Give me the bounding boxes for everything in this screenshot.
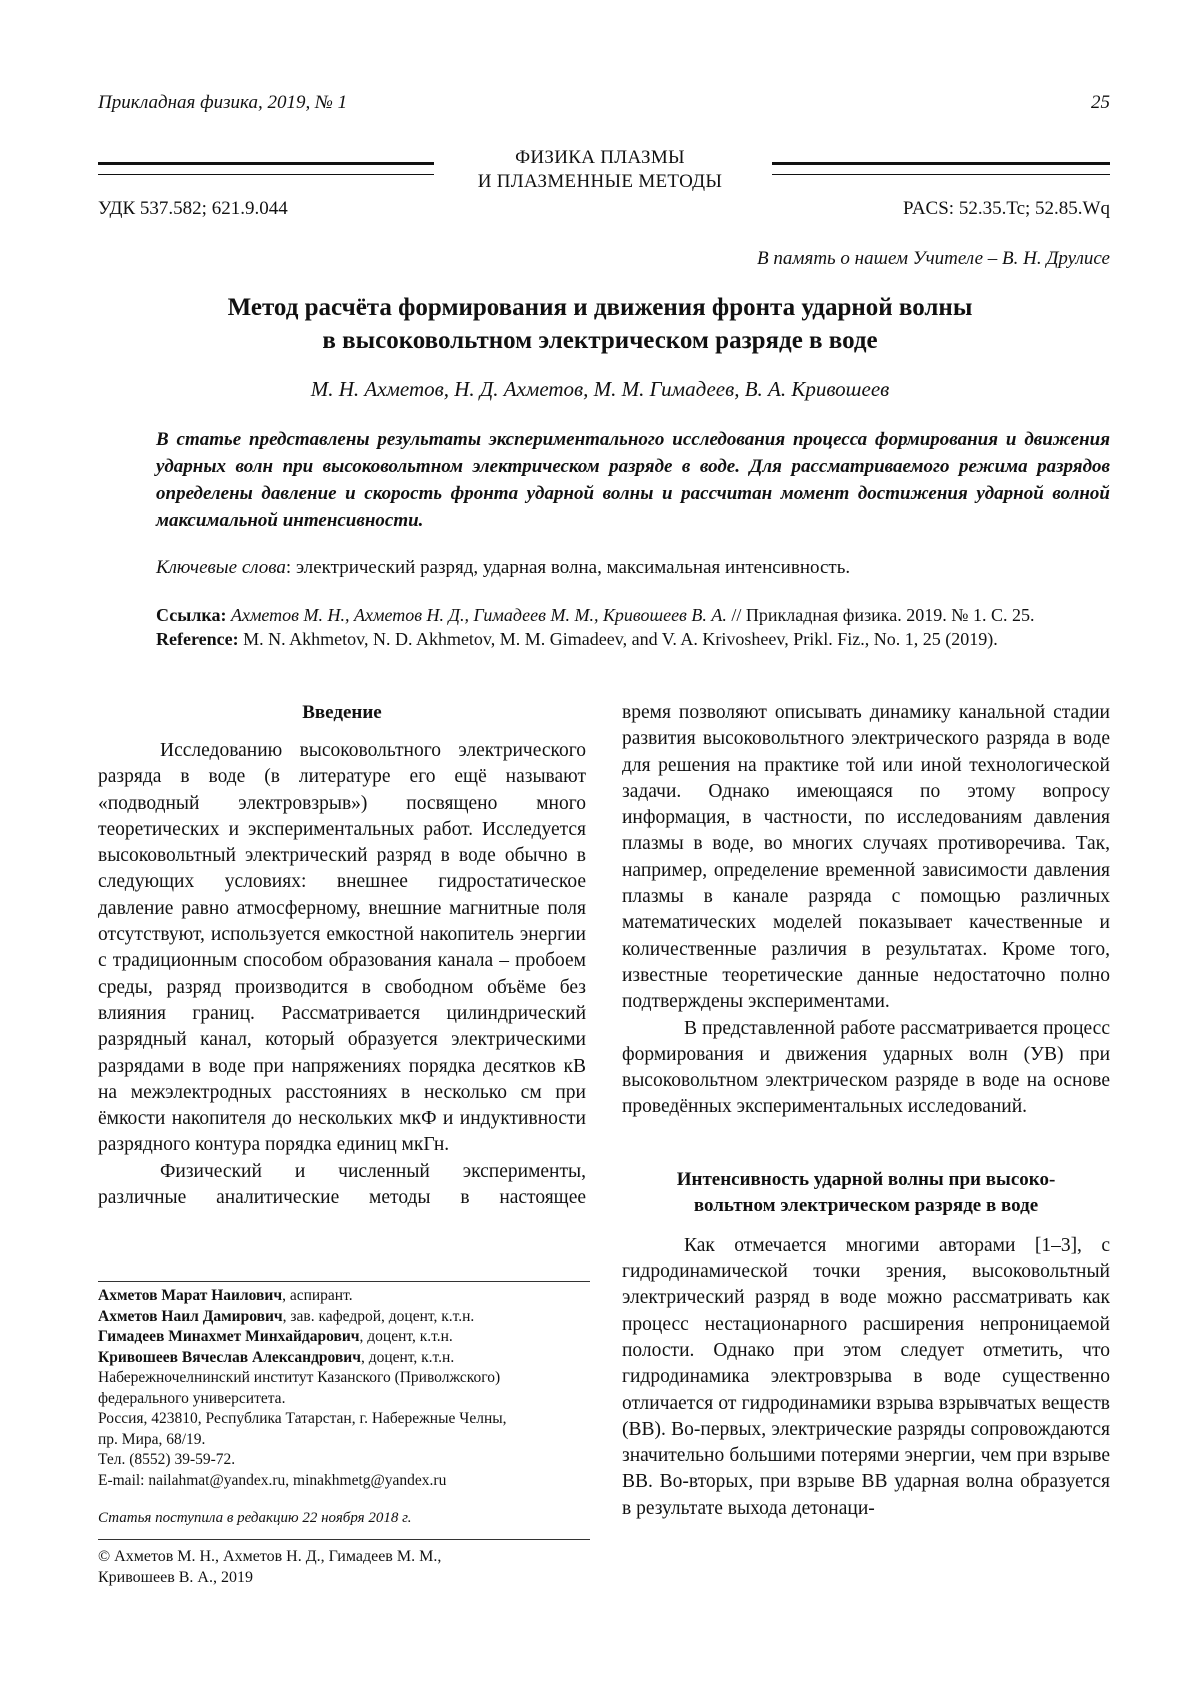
footnote-divider <box>98 1281 590 1282</box>
footnote-affiliation-2: федерального университета. <box>98 1389 286 1407</box>
intro-paragraph-2: Физический и численный эксперименты, различные аналитические методы в настоящее <box>98 1160 586 1209</box>
intro-heading: Введение <box>302 702 382 723</box>
author-2-name: Ахметов Наил Дамирович <box>98 1307 283 1325</box>
right-paragraph-2: В представленной работе рассматривается процесс формирования и движения ударных волн (УВ) при высоковольтном электрическом разряде в воде на основе проведённых экспериментальных исследований. <box>622 1017 1110 1118</box>
right-column <box>622 700 1110 1522</box>
udk-code: УДК 537.582; 621.9.044 <box>98 198 288 219</box>
section-heading-line1: Интенсивность ударной волны при высоко- <box>676 1168 1056 1190</box>
footnote-address-2: пр. Мира, 68/19. <box>98 1430 206 1448</box>
citation-en-label: Reference: <box>156 629 239 649</box>
citation-block <box>156 603 1110 651</box>
author-1-role: , аспирант. <box>282 1287 353 1304</box>
footnote-email: E-mail: nailahmat@yandex.ru, minakhmetg@yandex.ru <box>98 1471 447 1489</box>
keywords <box>156 557 850 579</box>
author-3-role: , доцент, к.т.н. <box>359 1328 453 1345</box>
citation-ru-rest: // Прикладная физика. 2019. № 1. С. 25. <box>726 605 1035 625</box>
paper-title-line1: Метод расчёта формирования и движения фронта ударной волны <box>227 294 973 321</box>
dedication: В память о нашем Учителе – В. Н. Друлисе <box>757 248 1110 269</box>
footnote-author-2 <box>98 1307 590 1328</box>
footnote-phone: Тел. (8552) 39-59-72. <box>98 1451 236 1468</box>
citation-en <box>156 627 1110 651</box>
received-date: Статья поступила в редакцию 22 ноября 2018 г. <box>98 1510 412 1526</box>
author-2-role: , зав. кафедрой, доцент, к.т.н. <box>282 1307 475 1325</box>
page-number: 25 <box>1091 92 1110 113</box>
copyright <box>98 1546 590 1588</box>
right-paragraph-3: Как отмечается многими авторами [1–3], с гидродинамической точки зрения, высоковольтный электрический разряд в воде можно рассматривать как процесс нестационарного расширения непроницаемой полости. Однако при этом следует отметить, что гидродинамика электровзрыва в воде существенно отличается от гидродинамики взрыва взрывчатых веществ (ВВ). Во-первых, электрические разряды сопровождаются значительно большими потерями энергии, чем при взрыве ВВ. Во-вторых, при взрыве ВВ ударная волна образуется в результате выхода детонаци- <box>622 1234 1110 1519</box>
footnote-author-1 <box>98 1286 590 1307</box>
section-title <box>0 146 1200 194</box>
footnote-address-1: Россия, 423810, Республика Татарстан, г. Набережные Челны, <box>98 1410 507 1427</box>
footnote-author-4 <box>98 1348 590 1369</box>
section-heading-intensity <box>622 1167 1110 1219</box>
citation-ru-label: Ссылка: <box>156 605 227 625</box>
section-heading-line2: вольтном электрическом разряде в воде <box>693 1194 1039 1216</box>
section-title-line2: И ПЛАЗМЕННЫЕ МЕТОДЫ <box>477 171 723 192</box>
left-column <box>98 700 586 1211</box>
intro-paragraph-1: Исследованию высоковольтного электрического разряда в воде (в литературе его ещё называют «подводный электровзрыв») посвящено много теоретических и экспериментальных работ. Исследуется высоковольтный электрический разряд в воде обычно в следующих условиях: внешнее гидростатическое давление равно атмосферному, внешние магнитные поля отсутствуют, используется емкостной накопитель энергии с традиционным способом образования канала – пробоем среды, разряд производится в свободном объёме без влияния границ. Рассматривается цилиндрический разрядный канал, который образуется электрическими разрядами в воде при напряжениях порядка десятков кВ на межэлектродных расстояниях в несколько см при ёмкости накопителя до нескольких мкФ и индуктивности разрядного контура порядка единиц мкГн. <box>98 740 586 1156</box>
author-3-name: Гимадеев Минахмет Минхайдарович <box>98 1328 360 1345</box>
author-footnotes <box>98 1286 590 1491</box>
copyright-line2: Кривошеев В. А., 2019 <box>98 1569 253 1586</box>
section-title-line1: ФИЗИКА ПЛАЗМЫ <box>515 147 685 168</box>
authors: М. Н. Ахметов, Н. Д. Ахметов, М. М. Гимадеев, В. А. Кривошеев <box>310 377 890 401</box>
author-4-name: Кривошеев Вячеслав Александрович <box>98 1348 361 1366</box>
paper-title <box>0 291 1200 357</box>
citation-ru <box>156 603 1110 627</box>
keywords-text: : электрический разряд, ударная волна, максимальная интенсивность. <box>285 557 851 578</box>
footnote-affiliation-1: Набережночелнинский институт Казанского (Приволжского) <box>98 1369 501 1386</box>
author-1-name: Ахметов Марат Наилович <box>98 1287 283 1304</box>
footnote-author-3 <box>98 1327 590 1348</box>
copyright-line1: © Ахметов М. Н., Ахметов Н. Д., Гимадеев М. М., <box>98 1548 442 1565</box>
citation-ru-authors: Ахметов М. Н., Ахметов Н. Д., Гимадеев М. М., Кривошеев В. А. <box>230 605 727 625</box>
journal-header: Прикладная физика, 2019, № 1 <box>98 92 348 113</box>
right-paragraph-1: время позволяют описывать динамику канальной стадии развития высоковольтного электрического разряда в воде для решения на практике той или иной технологической задачи. Однако имеющаяся по этому вопросу информация, в частности, по исследованиям давления плазмы в воде, во многих случаях противоречива. Так, например, определение временной зависимости давления плазмы в канале разряда с помощью различных математических моделей показывает качественные и количественные различия в результатах. Кроме того, известные теоретические данные недостаточно полно подтверждены экспериментами. <box>622 702 1110 1013</box>
copyright-divider <box>98 1539 590 1540</box>
author-4-role: , доцент, к.т.н. <box>360 1348 455 1366</box>
keywords-label: Ключевые слова <box>156 557 286 578</box>
paper-title-line2: в высоковольтном электрическом разряде в воде <box>322 327 878 354</box>
abstract: В статье представлены результаты экспериментального исследования процесса формирования и движения ударных волн при высоковольтном электрическом разряде в воде. Для рассматриваемого режима разрядов определены давление и скорость фронта ударной волны и рассчитан момент достижения ударной волной максимальной интенсивности. <box>156 429 1110 531</box>
pacs-code: PACS: 52.35.Tc; 52.85.Wq <box>903 198 1110 219</box>
citation-en-text: M. N. Akhmetov, N. D. Akhmetov, M. M. Gimadeev, and V. A. Krivosheev, Prikl. Fiz., No. 1, 25 (2019). <box>238 629 998 649</box>
